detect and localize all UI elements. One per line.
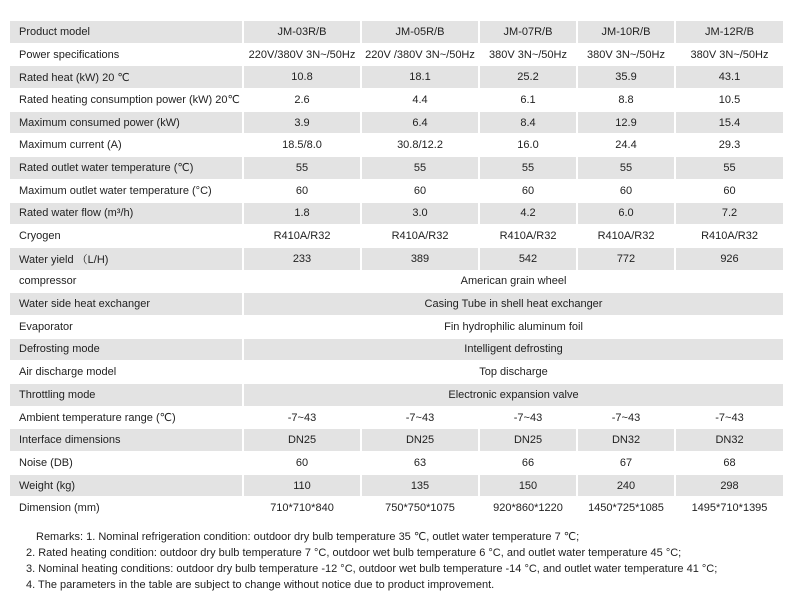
- row-label: Maximum consumed power (kW): [10, 111, 243, 134]
- table-row: [10, 361, 783, 384]
- merged-value-cell: Fin hydrophilic aluminum foil: [243, 315, 783, 338]
- value-cell: 8.8: [577, 89, 675, 112]
- value-cell: 389: [361, 247, 479, 270]
- value-cell: 43.1: [675, 66, 783, 89]
- table-row: [10, 384, 783, 407]
- row-label: Rated heating consumption power (kW) 20℃: [10, 89, 243, 112]
- value-cell: 30.8/12.2: [361, 134, 479, 157]
- value-cell: 1450*725*1085: [577, 497, 675, 520]
- row-label: Air discharge model: [10, 361, 243, 384]
- value-cell: 35.9: [577, 66, 675, 89]
- value-cell: 6.1: [479, 89, 577, 112]
- value-cell: 1.8: [243, 202, 361, 225]
- value-cell: 240: [577, 474, 675, 497]
- value-cell: 750*750*1075: [361, 497, 479, 520]
- table-row: [10, 497, 783, 520]
- value-cell: 55: [675, 157, 783, 180]
- row-label: Water yield （L/H): [10, 247, 243, 270]
- value-cell: 3.9: [243, 111, 361, 134]
- header-cell: Product model: [10, 21, 243, 43]
- header-cell: JM-07R/B: [479, 21, 577, 43]
- value-cell: R410A/R32: [479, 225, 577, 248]
- value-cell: 60: [243, 452, 361, 475]
- value-cell: 68: [675, 452, 783, 475]
- header-cell: JM-03R/B: [243, 21, 361, 43]
- value-cell: 15.4: [675, 111, 783, 134]
- value-cell: DN25: [479, 429, 577, 452]
- value-cell: 542: [479, 247, 577, 270]
- value-cell: 18.1: [361, 66, 479, 89]
- value-cell: -7~43: [675, 406, 783, 429]
- value-cell: 380V 3N~/50Hz: [479, 43, 577, 66]
- value-cell: 55: [361, 157, 479, 180]
- merged-value-cell: Electronic expansion valve: [243, 384, 783, 407]
- table-row: [10, 338, 783, 361]
- value-cell: 55: [577, 157, 675, 180]
- value-cell: 150: [479, 474, 577, 497]
- row-label: Evaporator: [10, 315, 243, 338]
- remark-line: 4. The parameters in the table are subject to change without notice due to product improvement.: [26, 579, 495, 591]
- merged-value-cell: Casing Tube in shell heat exchanger: [243, 293, 783, 316]
- value-cell: 110: [243, 474, 361, 497]
- value-cell: 10.8: [243, 66, 361, 89]
- table-row: [10, 89, 783, 112]
- value-cell: R410A/R32: [243, 225, 361, 248]
- table-row: [10, 452, 783, 475]
- value-cell: 29.3: [675, 134, 783, 157]
- row-label: Ambient temperature range (℃): [10, 406, 243, 429]
- value-cell: 3.0: [361, 202, 479, 225]
- remarks: [26, 529, 784, 593]
- value-cell: 67: [577, 452, 675, 475]
- table-row: [10, 225, 783, 248]
- value-cell: 16.0: [479, 134, 577, 157]
- row-label: compressor: [10, 270, 243, 293]
- value-cell: 2.6: [243, 89, 361, 112]
- merged-value-cell: Top discharge: [243, 361, 783, 384]
- table-row: [10, 406, 783, 429]
- value-cell: R410A/R32: [675, 225, 783, 248]
- merged-value-cell: Intelligent defrosting: [243, 338, 783, 361]
- row-label: Water side heat exchanger: [10, 293, 243, 316]
- value-cell: 60: [675, 179, 783, 202]
- row-label: Maximum current (A): [10, 134, 243, 157]
- value-cell: 55: [243, 157, 361, 180]
- value-cell: 18.5/8.0: [243, 134, 361, 157]
- value-cell: DN32: [577, 429, 675, 452]
- value-cell: 1495*710*1395: [675, 497, 783, 520]
- value-cell: 12.9: [577, 111, 675, 134]
- value-cell: DN25: [243, 429, 361, 452]
- value-cell: 55: [479, 157, 577, 180]
- table-header-row: [10, 21, 783, 43]
- table-row: [10, 429, 783, 452]
- table-row: [10, 111, 783, 134]
- value-cell: 8.4: [479, 111, 577, 134]
- value-cell: R410A/R32: [361, 225, 479, 248]
- value-cell: 298: [675, 474, 783, 497]
- value-cell: 135: [361, 474, 479, 497]
- value-cell: 926: [675, 247, 783, 270]
- spec-table: [10, 21, 783, 520]
- row-label: Power specifications: [10, 43, 243, 66]
- table-row: [10, 315, 783, 338]
- row-label: Cryogen: [10, 225, 243, 248]
- table-row: [10, 179, 783, 202]
- row-label: Interface dimensions: [10, 429, 243, 452]
- value-cell: 233: [243, 247, 361, 270]
- value-cell: -7~43: [577, 406, 675, 429]
- value-cell: 60: [361, 179, 479, 202]
- value-cell: 220V /380V 3N~/50Hz: [361, 43, 479, 66]
- header-cell: JM-10R/B: [577, 21, 675, 43]
- table-row: [10, 247, 783, 270]
- row-label: Dimension (mm): [10, 497, 243, 520]
- value-cell: 6.0: [577, 202, 675, 225]
- value-cell: 25.2: [479, 66, 577, 89]
- remark-line: Remarks: 1. Nominal refrigeration condition: outdoor dry bulb temperature 35 ℃, outlet water temperature 7 ℃;: [36, 531, 580, 543]
- value-cell: 380V 3N~/50Hz: [577, 43, 675, 66]
- header-cell: JM-05R/B: [361, 21, 479, 43]
- table-row: [10, 66, 783, 89]
- value-cell: 10.5: [675, 89, 783, 112]
- value-cell: 920*860*1220: [479, 497, 577, 520]
- spec-table-body: [10, 21, 783, 520]
- row-label: Maximum outlet water temperature (°C): [10, 179, 243, 202]
- value-cell: 60: [479, 179, 577, 202]
- remark-line: 2. Rated heating condition: outdoor dry bulb temperature 7 °C, outdoor wet bulb temperature 6 °C, and outlet water temperature 45 °C;: [26, 547, 682, 559]
- value-cell: -7~43: [479, 406, 577, 429]
- table-row: [10, 270, 783, 293]
- row-label: Throttling mode: [10, 384, 243, 407]
- row-label: Rated heat (kW) 20 ℃: [10, 66, 243, 89]
- value-cell: -7~43: [361, 406, 479, 429]
- row-label: Defrosting mode: [10, 338, 243, 361]
- remark-line: 3. Nominal heating conditions: outdoor dry bulb temperature -12 °C, outdoor wet bulb temperature -14 °C, and outlet water temperature 41 °C;: [26, 563, 718, 575]
- row-label: Noise (DB): [10, 452, 243, 475]
- value-cell: 7.2: [675, 202, 783, 225]
- row-label: Rated outlet water temperature (℃): [10, 157, 243, 180]
- merged-value-cell: American grain wheel: [243, 270, 783, 293]
- value-cell: 66: [479, 452, 577, 475]
- table-row: [10, 157, 783, 180]
- value-cell: DN32: [675, 429, 783, 452]
- value-cell: R410A/R32: [577, 225, 675, 248]
- row-label: Rated water flow (m³/h): [10, 202, 243, 225]
- value-cell: 63: [361, 452, 479, 475]
- row-label: Weight (kg): [10, 474, 243, 497]
- value-cell: 710*710*840: [243, 497, 361, 520]
- table-row: [10, 134, 783, 157]
- value-cell: 380V 3N~/50Hz: [675, 43, 783, 66]
- value-cell: 60: [577, 179, 675, 202]
- value-cell: -7~43: [243, 406, 361, 429]
- value-cell: 60: [243, 179, 361, 202]
- value-cell: DN25: [361, 429, 479, 452]
- value-cell: 24.4: [577, 134, 675, 157]
- table-row: [10, 43, 783, 66]
- table-row: [10, 474, 783, 497]
- value-cell: 6.4: [361, 111, 479, 134]
- value-cell: 772: [577, 247, 675, 270]
- table-row: [10, 293, 783, 316]
- table-row: [10, 202, 783, 225]
- header-cell: JM-12R/B: [675, 21, 783, 43]
- value-cell: 4.2: [479, 202, 577, 225]
- value-cell: 4.4: [361, 89, 479, 112]
- value-cell: 220V/380V 3N~/50Hz: [243, 43, 361, 66]
